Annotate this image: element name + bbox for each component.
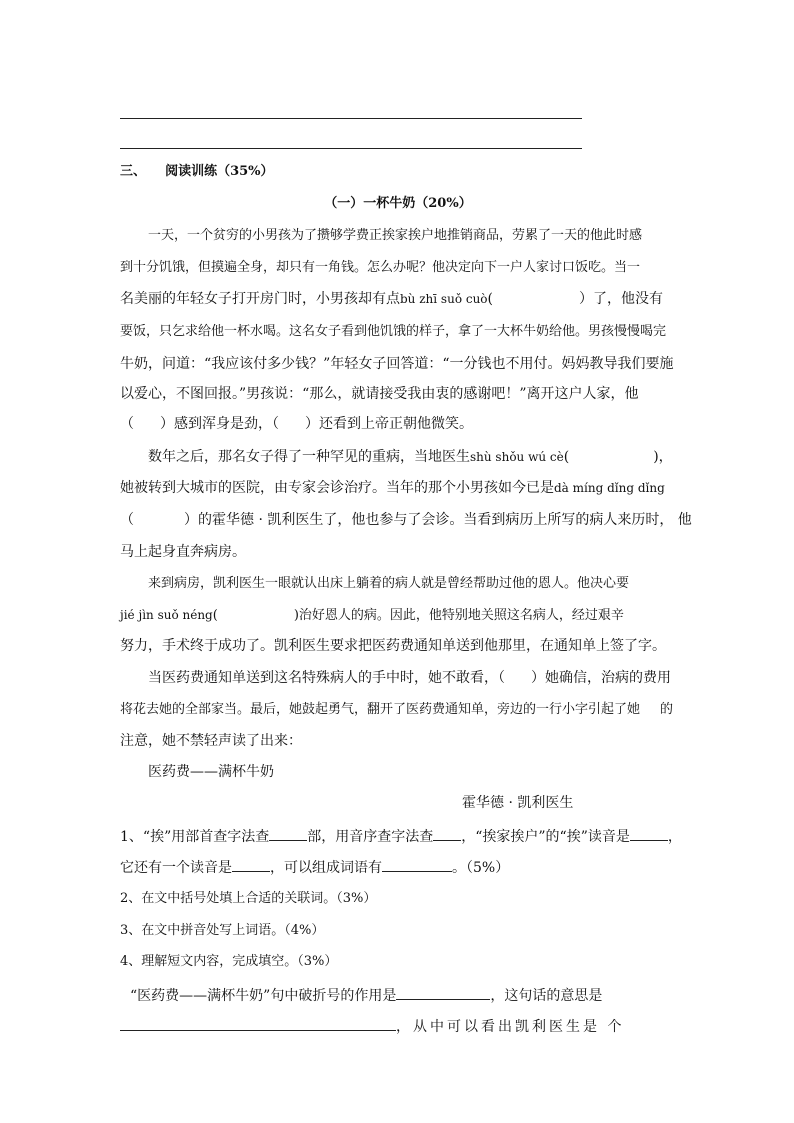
paragraph-line: 牛奶，问道：“我应该付多少钱？”年轻女子回答道：“一分钱也不用付。妈妈教导我们要施 xyxy=(120,356,674,372)
paragraph-line: 要饭，只乞求给他一杯水喝。这名女子看到他饥饿的样子，拿了一大杯牛奶给他。男孩慢慢喝完 xyxy=(120,324,667,339)
question-4-line-a: “医药费——满杯牛奶”句中破折号的作用是 ，这句话的意思是 xyxy=(120,985,676,1006)
answer-blank[interactable] xyxy=(269,826,307,841)
section-heading xyxy=(120,162,676,182)
pinyin: bù zhī suǒ cuò xyxy=(400,292,488,306)
question-1-cont: 它还有一个读音是 ，可以组成词语有 。（5%） xyxy=(120,857,676,878)
answer-blank[interactable] xyxy=(382,857,452,872)
pinyin: shù shǒu wú cè xyxy=(470,450,564,464)
section-number: 三、 xyxy=(120,164,147,179)
pinyin: jié jìn suǒ néng xyxy=(120,608,213,622)
paragraph-line: 到十分饥饿，但摸遍全身，却只有一角钱。怎么办呢？他决定向下一户人家讨口饭吃。当一 xyxy=(120,260,641,275)
pinyin: dà míng dǐng dǐng xyxy=(554,481,665,495)
paragraph-line: 来到病房，凯利医生一眼就认出床上躺着的病人就是曾经帮助过他的恩人。他决心要 xyxy=(148,576,630,591)
paragraph-line: （ ）的霍华德 · 凯利医生了，他也参与了会诊。当看到病历上所写的病人来历时， 他 xyxy=(120,512,692,528)
paragraph-line: 当医药费通知单送到这名特殊病人的手中时，她不敢看，（ ）她确信，治病的费用 xyxy=(148,670,671,686)
answer-blank[interactable] xyxy=(396,985,490,1000)
paragraph-line: 数年之后，那名女子得了一种罕见的重病，当地医生shù shǒu wú cè( )， xyxy=(148,449,673,465)
story-title: （一）一杯牛奶（20%） xyxy=(324,196,472,211)
paragraph-line: （ ）感到浑身是劲，（ ）还看到上帝正朝他微笑。 xyxy=(120,416,473,432)
paragraph-line: 将花去她的全部家当。最后，她鼓起勇气，翻开了医药费通知单，旁边的一行小字引起了她 的 xyxy=(120,702,674,717)
question-4: 4、理解短文内容，完成填空。（3%） xyxy=(120,954,338,969)
answer-blank[interactable] xyxy=(232,857,270,872)
paragraph-line: 她被转到大城市的医院，由专家会诊治疗。当年的那个小男孩如今已是dà míng dǐng dǐng xyxy=(120,480,665,496)
paragraph-line: jié jìn suǒ néng( )治好恩人的病。因此，他特别地关照这名病人，经过艰辛 xyxy=(120,608,624,623)
question-2: 2、在文中括号处填上合适的关联词。（3%） xyxy=(120,891,377,906)
signature: 霍华德 · 凯利医生 xyxy=(462,795,574,811)
question-1: 1、“挨”用部首查字法查 部，用音序查字法查 ，“挨家挨户”的“挨”读音是 ， xyxy=(120,826,676,847)
answer-line xyxy=(120,148,582,149)
answer-blank[interactable] xyxy=(433,826,461,841)
paragraph-line: 名美丽的年轻女子打开房门时，小男孩却有点bù zhī suǒ cuò( ）了，他没有 xyxy=(120,291,663,307)
paragraph-line: 注意，她不禁轻声读了出来： xyxy=(120,733,302,749)
answer-blank[interactable] xyxy=(630,826,668,841)
section-title: 阅读训练（35%） xyxy=(165,164,274,179)
answer-blank[interactable] xyxy=(120,1016,396,1031)
paragraph-line: 马上起身直奔病房。 xyxy=(120,544,246,560)
question-3: 3、在文中拼音处写上词语。（4%） xyxy=(120,923,325,938)
answer-line xyxy=(120,118,582,119)
paragraph-line: 一天，一个贫穷的小男孩为了攒够学费正挨家挨户地推销商品，劳累了一天的他此时感 xyxy=(148,228,643,243)
paragraph-line: 努力，手术终于成功了。凯利医生要求把医药费通知单送到他那里，在通知单上签了字。 xyxy=(120,638,666,654)
receipt-note: 医药费——满杯牛奶 xyxy=(148,764,274,780)
paragraph-line: 以爱心，不图回报。”男孩说：“那么，就请接受我由衷的感谢吧！”离开这户人家，他 xyxy=(120,386,639,402)
question-4-line-b: ，从中可以看出凯利医生是 个 xyxy=(120,1016,676,1037)
